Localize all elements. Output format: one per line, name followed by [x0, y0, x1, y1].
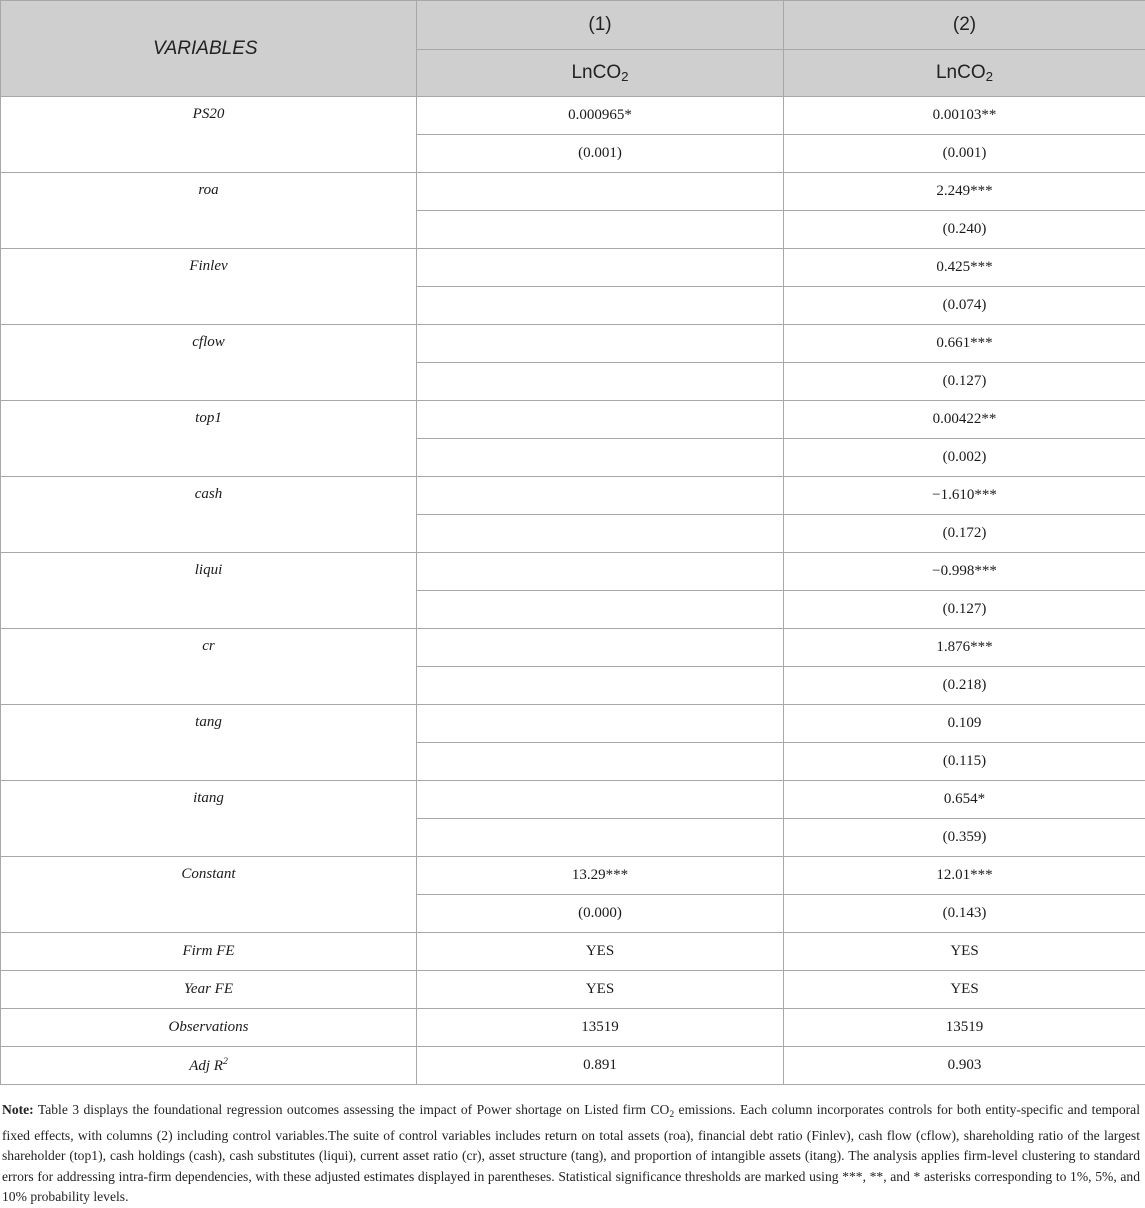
variable-name: Finlev [1, 249, 417, 325]
table-header [1, 1, 1145, 97]
variable-name: roa [1, 173, 417, 249]
coefficient-col1 [417, 249, 784, 287]
coefficient-col1 [417, 781, 784, 819]
cell-col1: 13519 [417, 1009, 784, 1047]
standard-error-col1: (0.000) [417, 895, 784, 933]
table-note [2, 1100, 1140, 1208]
row-coefficient [1, 401, 1145, 439]
standard-error-col2: (0.143) [784, 895, 1145, 933]
note-text-part1: Table 3 displays the foundational regression outcomes assessing the impact of Power shortage on Listed firm CO [34, 1102, 670, 1117]
coefficient-col2: 1.876*** [784, 629, 1145, 667]
cell-col2: YES [784, 933, 1145, 971]
row-label: Year FE [1, 971, 417, 1009]
variables-header: VARIABLES [1, 1, 417, 97]
column-1-number: (1) [417, 1, 784, 50]
coefficient-col1 [417, 477, 784, 515]
note-label: Note: [2, 1102, 34, 1117]
row-coefficient [1, 249, 1145, 287]
standard-error-col1 [417, 363, 784, 401]
cell-col1: 0.891 [417, 1047, 784, 1085]
coefficient-col2: 0.00103** [784, 97, 1145, 135]
row-year-fe [1, 971, 1145, 1009]
coefficient-col2: −1.610*** [784, 477, 1145, 515]
standard-error-col1 [417, 211, 784, 249]
row-coefficient [1, 97, 1145, 135]
row-coefficient [1, 629, 1145, 667]
cell-col1: YES [417, 971, 784, 1009]
row-coefficient [1, 705, 1145, 743]
note-subscript: 2 [669, 1110, 674, 1120]
coefficient-col2: 2.249*** [784, 173, 1145, 211]
dep-var-text: LnCO [936, 62, 986, 83]
cell-col1: YES [417, 933, 784, 971]
standard-error-col2: (0.240) [784, 211, 1145, 249]
variable-name: PS20 [1, 97, 417, 173]
variable-name: Constant [1, 857, 417, 933]
coefficient-col2: 0.425*** [784, 249, 1145, 287]
standard-error-col1 [417, 287, 784, 325]
variable-name: cash [1, 477, 417, 553]
dep-var-text: LnCO [571, 62, 621, 83]
column-2-number: (2) [784, 1, 1145, 50]
variable-name: itang [1, 781, 417, 857]
row-adj-r2 [1, 1047, 1145, 1085]
coefficient-col1 [417, 173, 784, 211]
standard-error-col2: (0.218) [784, 667, 1145, 705]
coefficient-col1 [417, 553, 784, 591]
adj-r-superscript: 2 [223, 1056, 228, 1067]
standard-error-col1 [417, 591, 784, 629]
cell-col2: 0.903 [784, 1047, 1145, 1085]
standard-error-col1 [417, 439, 784, 477]
row-coefficient [1, 325, 1145, 363]
row-observations [1, 1009, 1145, 1047]
standard-error-col2: (0.002) [784, 439, 1145, 477]
column-2-dependent-variable [784, 50, 1145, 97]
variable-name: cflow [1, 325, 417, 401]
standard-error-col2: (0.001) [784, 135, 1145, 173]
coefficient-col1 [417, 629, 784, 667]
row-firm-fe [1, 933, 1145, 971]
coefficient-col2: 0.109 [784, 705, 1145, 743]
standard-error-col2: (0.127) [784, 591, 1145, 629]
standard-error-col2: (0.074) [784, 287, 1145, 325]
variable-name: top1 [1, 401, 417, 477]
coefficient-col2: 12.01*** [784, 857, 1145, 895]
cell-col2: 13519 [784, 1009, 1145, 1047]
column-1-dependent-variable [417, 50, 784, 97]
variable-name: cr [1, 629, 417, 705]
coefficient-col1 [417, 325, 784, 363]
row-label: Observations [1, 1009, 417, 1047]
variable-name: liqui [1, 553, 417, 629]
note-text-part2: emissions. Each column incorporates controls for both entity-specific and temporal fixed effects, with columns (2) including control variables.The suite of control variables includes return on total assets (roa), financial debt ratio (Finlev), cash flow (cflow), shareholding ratio of the largest shareholder (top1), cash holdings (cash), cash substitutes (liqui), current asset ratio (cr), asset structure (tang), and proportion of intangible assets (itang). The analysis applies firm-level clustering to standard errors for addressing intra-firm dependencies, with these adjusted estimates displayed in parentheses. Statistical significance thresholds are marked using ***, **, and * asterisks corresponding to 1%, 5%, and 10% probability levels. [2, 1102, 1140, 1204]
variable-name: tang [1, 705, 417, 781]
standard-error-col2: (0.115) [784, 743, 1145, 781]
coefficient-col1: 0.000965* [417, 97, 784, 135]
row-coefficient [1, 553, 1145, 591]
standard-error-col1 [417, 819, 784, 857]
header-row-numbers [1, 1, 1145, 50]
table-body [1, 97, 1145, 1085]
coefficient-col1: 13.29*** [417, 857, 784, 895]
standard-error-col1: (0.001) [417, 135, 784, 173]
coefficient-col1 [417, 705, 784, 743]
coefficient-col1 [417, 401, 784, 439]
standard-error-col2: (0.359) [784, 819, 1145, 857]
dep-var-subscript: 2 [621, 69, 628, 84]
row-coefficient [1, 781, 1145, 819]
standard-error-col1 [417, 667, 784, 705]
standard-error-col2: (0.172) [784, 515, 1145, 553]
row-coefficient [1, 173, 1145, 211]
row-coefficient [1, 857, 1145, 895]
coefficient-col2: 0.654* [784, 781, 1145, 819]
standard-error-col2: (0.127) [784, 363, 1145, 401]
row-label: Firm FE [1, 933, 417, 971]
row-label [1, 1047, 417, 1085]
adj-r-text: Adj R [189, 1058, 223, 1074]
coefficient-col2: −0.998*** [784, 553, 1145, 591]
standard-error-col1 [417, 743, 784, 781]
row-coefficient [1, 477, 1145, 515]
cell-col2: YES [784, 971, 1145, 1009]
coefficient-col2: 0.00422** [784, 401, 1145, 439]
dep-var-subscript: 2 [986, 69, 993, 84]
coefficient-col2: 0.661*** [784, 325, 1145, 363]
standard-error-col1 [417, 515, 784, 553]
